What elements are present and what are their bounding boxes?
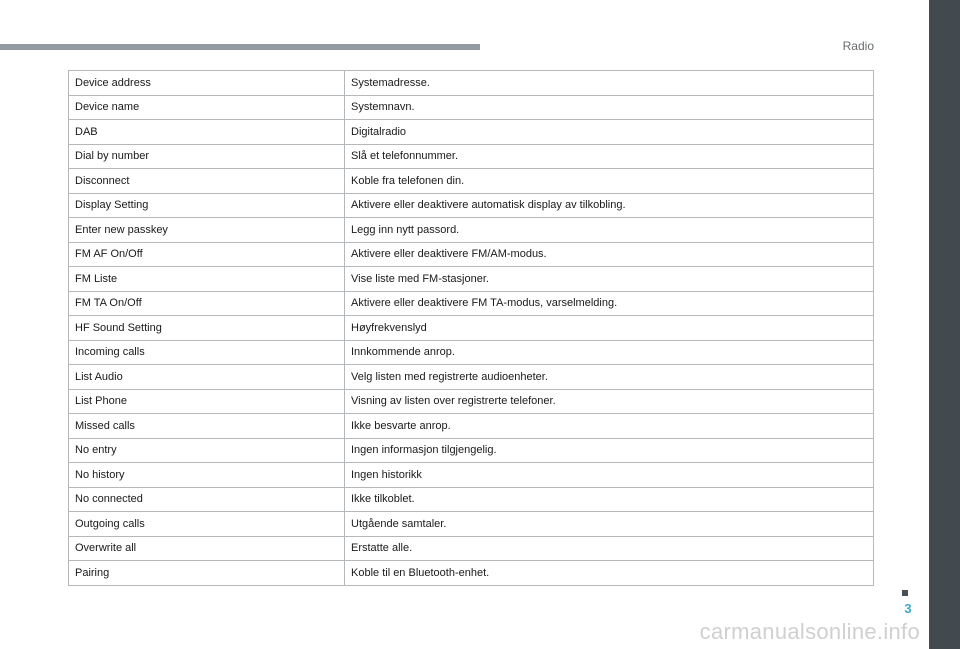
term-cell: Enter new passkey xyxy=(69,218,345,243)
term-cell: List Audio xyxy=(69,365,345,390)
translation-cell: Ingen informasjon tilgjengelig. xyxy=(345,438,874,463)
term-cell: No connected xyxy=(69,487,345,512)
table-row xyxy=(69,536,874,561)
term-cell: Disconnect xyxy=(69,169,345,194)
translation-cell: Slå et telefonnummer. xyxy=(345,144,874,169)
translation-cell: Legg inn nytt passord. xyxy=(345,218,874,243)
translation-cell: Aktivere eller deaktivere FM/AM-modus. xyxy=(345,242,874,267)
translation-cell: Erstatte alle. xyxy=(345,536,874,561)
table-row xyxy=(69,95,874,120)
term-cell: FM TA On/Off xyxy=(69,291,345,316)
term-cell: Overwrite all xyxy=(69,536,345,561)
watermark: carmanualsonline.info xyxy=(699,619,920,644)
translation-cell: Koble til en Bluetooth-enhet. xyxy=(345,561,874,586)
table-row xyxy=(69,463,874,488)
term-cell: No history xyxy=(69,463,345,488)
translation-cell: Høyfrekvenslyd xyxy=(345,316,874,341)
translation-cell: Velg listen med registrerte audioenheter. xyxy=(345,365,874,390)
term-cell: Pairing xyxy=(69,561,345,586)
term-cell: Outgoing calls xyxy=(69,512,345,537)
term-cell: FM AF On/Off xyxy=(69,242,345,267)
translation-cell: Innkommende anrop. xyxy=(345,340,874,365)
term-cell: Display Setting xyxy=(69,193,345,218)
term-cell: Device name xyxy=(69,95,345,120)
term-cell: FM Liste xyxy=(69,267,345,292)
translation-cell: Utgående samtaler. xyxy=(345,512,874,537)
translation-cell: Vise liste med FM-stasjoner. xyxy=(345,267,874,292)
translation-cell: Aktivere eller deaktivere automatisk display av tilkobling. xyxy=(345,193,874,218)
page-number: 3 xyxy=(904,601,912,616)
translation-cell: Visning av listen over registrerte telefoner. xyxy=(345,389,874,414)
translation-cell: Ingen historikk xyxy=(345,463,874,488)
translation-cell: Ikke tilkoblet. xyxy=(345,487,874,512)
header-accent-bar xyxy=(0,44,480,50)
table-row xyxy=(69,561,874,586)
table-row xyxy=(69,169,874,194)
table-row xyxy=(69,218,874,243)
table-row xyxy=(69,291,874,316)
side-band xyxy=(929,0,960,649)
table-row xyxy=(69,144,874,169)
term-cell: List Phone xyxy=(69,389,345,414)
term-cell: Incoming calls xyxy=(69,340,345,365)
term-cell: DAB xyxy=(69,120,345,145)
section-title: Radio xyxy=(842,39,874,53)
table-row xyxy=(69,438,874,463)
table-row xyxy=(69,267,874,292)
table-row xyxy=(69,340,874,365)
table-row xyxy=(69,487,874,512)
table-row xyxy=(69,193,874,218)
table-row xyxy=(69,242,874,267)
table-row xyxy=(69,512,874,537)
translation-cell: Systemnavn. xyxy=(345,95,874,120)
table-row xyxy=(69,389,874,414)
term-cell: Missed calls xyxy=(69,414,345,439)
translation-cell: Digitalradio xyxy=(345,120,874,145)
page-marker xyxy=(902,590,908,596)
table-row xyxy=(69,71,874,96)
translation-cell: Systemadresse. xyxy=(345,71,874,96)
table-row xyxy=(69,365,874,390)
translation-cell: Aktivere eller deaktivere FM TA-modus, varselmelding. xyxy=(345,291,874,316)
term-cell: HF Sound Setting xyxy=(69,316,345,341)
translation-cell: Ikke besvarte anrop. xyxy=(345,414,874,439)
translation-cell: Koble fra telefonen din. xyxy=(345,169,874,194)
table-row xyxy=(69,316,874,341)
table-row xyxy=(69,120,874,145)
term-cell: No entry xyxy=(69,438,345,463)
glossary-table xyxy=(68,70,874,586)
term-cell: Dial by number xyxy=(69,144,345,169)
term-cell: Device address xyxy=(69,71,345,96)
table-row xyxy=(69,414,874,439)
